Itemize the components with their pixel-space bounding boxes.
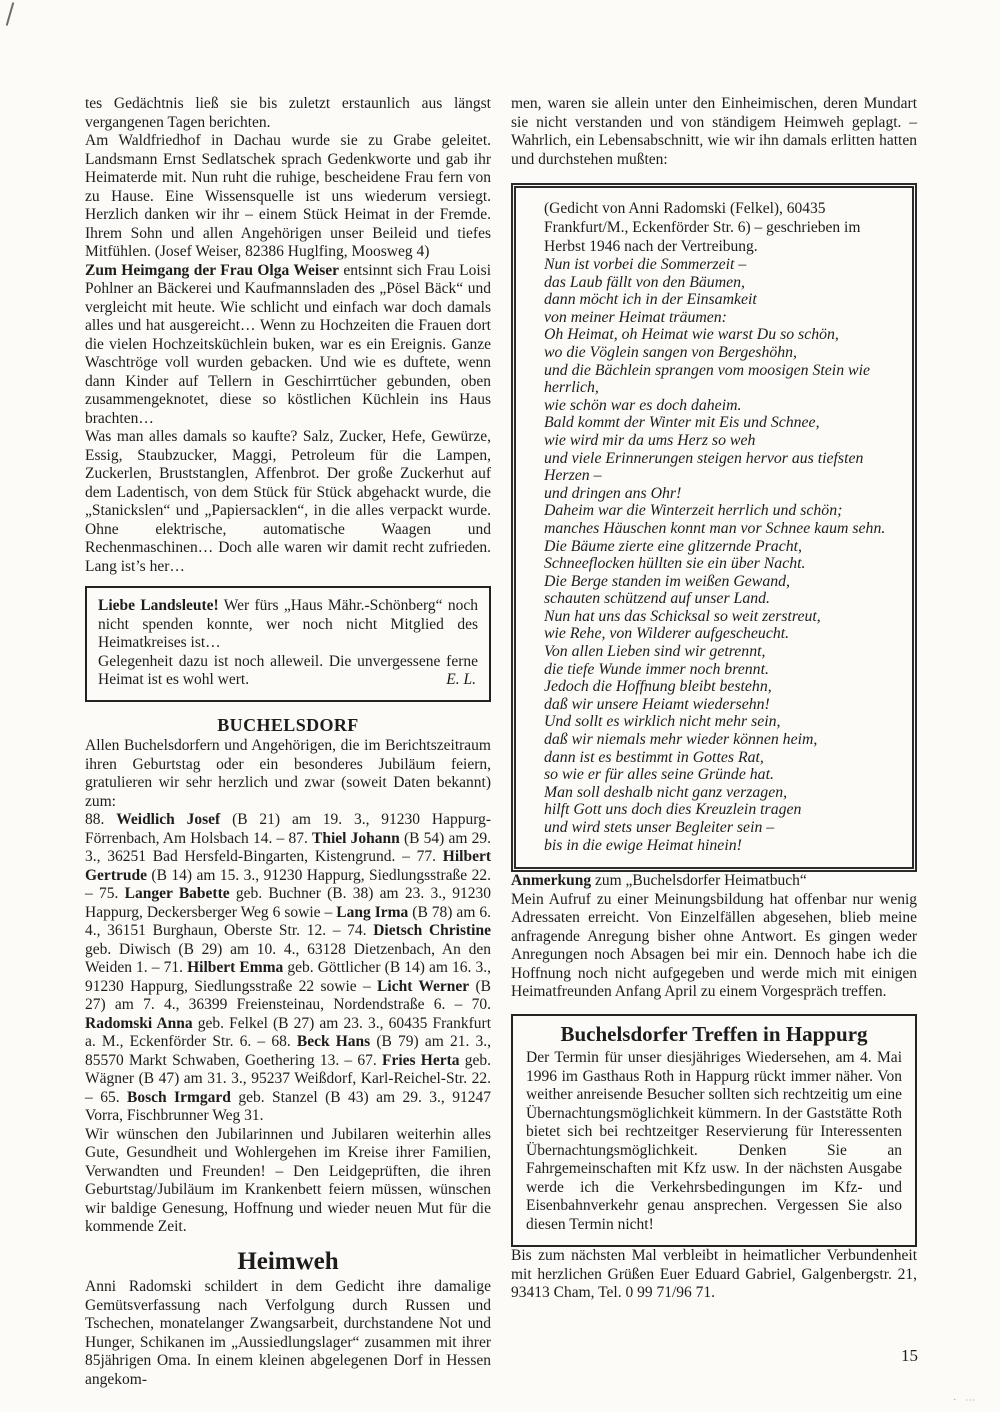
notice-text-lead: Liebe Landsleute! Wer fürs „Haus Mähr.-Schönberg“ noch nicht spenden konnte, wer noch nicht Mitglied des Heimatkreises ist… xyxy=(98,597,478,651)
poem-attribution: (Gedicht von Anni Radomski (Felkel), 60435 Frankfurt/M., Eckenförder Str. 6) – geschrieben im Herbst 1946 nach der Vertreibung. xyxy=(544,200,861,255)
paragraph-olga-weiser-heimgang: Zum Heimgang der Frau Olga Weiser entsinnt sich Frau Loisi Pohlner an Bäckerei und Kaufmannsladen des „Pösel Bäck“ und vergleicht mit heute. Wie schlicht und einfach war doch damals alles und hat ausgereicht… Wenn zu Hochzeiten die Frauen dort die vielen Hochzeitsküchlein buken, war es ein Ereignis. Ganze Waschtröge voll wurden gebacken. Und wie es duftete, wenn dann Kinder auf Tellern in Geschirrtücher gebunden, oben zusammengeknotet, diese so köstlichen Küchlein ins Haus brachten… xyxy=(85,261,492,427)
paragraph-birthday-wishes: Wir wünschen den Jubilarinnen und Jubilaren weiterhin alles Gute, Gesundheit und Wohlergehen im Kreise ihrer Familien, Verwandten und Freunden! – Den Leidgeprüften, die ihren Geburtstag/Jubiläum im Krankenbett feiern müssen, wünschen wir baldige Genesung, Hoffnung und wieder neuen Mut für die kommende Zeit. xyxy=(85,1125,491,1235)
paragraph-heimweh-continuation: men, waren sie allein unter den Einheimischen, deren Mundart sie nicht verstanden und von ständigem Heimweh geplagt. – Wahrlich, ein Lebensabschnitt, wie wir ihn damals erlitten hatten und durchstehen mußten: xyxy=(511,95,917,168)
paragraph-farewell: Bis zum nächsten Mal verbleibt in heimatlicher Verbundenheit mit herzlichen Grüßen Euer Eduard Gabriel, Galgenbergstr. 21, 93413 Cham, Tel. 0 99 71/96 71. xyxy=(511,1247,917,1302)
paragraph-memory-continuation: tes Gedächtnis ließ sie bis zuletzt erstaunlich aus längst vergangenen Tagen berichten. xyxy=(85,95,491,131)
poem-stanza-7: Und sollt es wirklich nicht mehr sein, daß wir niemals mehr wieder können heim, dann ist es bestimmt in Gottes Rat, so wie er für alles seine Gründe hat. xyxy=(544,713,818,784)
treffen-body: Der Termin für unser diesjähriges Wiedersehen, am 4. Mai 1996 im Gasthaus Roth in Happurg rückt immer näher. Von weither anreisende Besucher sollten sich rechtzeitig um eine Übernachtungsmöglichkeit kümmern. In der Gaststätte Roth bietet sich bei rechtzeitger Reservierung für Interessenten Übernachtungsmöglichkeit. Denken Sie an Fahrgemeinschaften mit Kfz usw. In der nächsten Ausgabe werde ich die Verkehrsbedingungen im Kfz- und Eisenbahnverkehr genau ansprechen. Vergessen Sie also diesen Termin nicht! xyxy=(526,1049,902,1233)
anmerkung-body: Mein Aufruf zu einer Meinungsbildung hat offenbar nur wenig Adressaten erreicht. Von Einzelfällen abgesehen, blieb meine anfragende Anregung bisher ohne Antwort. Es gingen weder Anregungen noch Absagen bei mir ein. Dennoch habe ich die Hoffnung noch nicht aufgegeben und werde mich mit einigen Heimatfreunden Anfang April zu einem Vorgespräch treffen. xyxy=(511,890,917,1001)
treffen-announcement-box xyxy=(511,1014,917,1248)
section-heading-buchelsdorf: BUCHELSDORF xyxy=(217,714,359,735)
poem-stanza-2: Oh Heimat, oh Heimat wie warst Du so schön, wo die Vöglein sangen von Bergeshöhn, und die Bächlein sprangen vom moosigen Stein wie herrlich, wie schön war es doch daheim. xyxy=(544,326,870,414)
paragraph-funeral-dachau: Am Waldfriedhof in Dachau wurde sie zu Grabe geleitet. Landsmann Ernst Sedlatschek sprach Gedenkworte und gab ihr Heimaterde mit. Nun ruht die ruhige, bescheidene Frau fern von zu Hause. Eine Wissensquelle ist uns wiederum versiegt. Herzlich danken wir ihr – einem Stück Heimat in der Fremde. Ihrem Sohn und allen Angehörigen unser Beileid und tiefes Mitfühlen. (Josef Weiser, 82386 Huglfing, Moosweg 4) xyxy=(85,132,491,260)
notice-text-closing xyxy=(98,653,478,690)
donation-notice-box xyxy=(85,586,491,702)
poem-stanza-6: Von allen Lieben sind wir getrennt, die tiefe Wunde immer noch brennt. Jedoch die Hoffnung bleibt bestehn, daß wir unsere Heiamt wiedersehn! xyxy=(544,643,772,713)
poem-stanza-8: Man soll deshalb nicht ganz verzagen, hilft Gott uns doch dies Kreuzlein tragen und wird stets unser Begleiter sein – bis in die ewige Heimat hinein! xyxy=(544,783,802,854)
page-number: 15 xyxy=(901,1346,918,1365)
paragraph-birthday-intro: Allen Buchelsdorfern und Angehörigen, die im Berichtszeitraum ihren Geburtstag oder ein besonderes Jubiläum feiern, gratulieren wir sehr herzlich und zwar (soweit Daten bekannt) zum: xyxy=(85,737,491,810)
notice-closing-sentence: Gelegenheit dazu ist noch alleweil. Die unvergessene ferne Heimat ist es wohl wert. xyxy=(98,652,478,688)
scan-artifact-specks: · ⋯ xyxy=(953,1395,978,1406)
right-column xyxy=(511,95,917,1303)
treffen-heading: Buchelsdorfer Treffen in Happurg xyxy=(560,1021,868,1046)
paragraph-old-store-goods: Was man alles damals so kaufte? Salz, Zucker, Hefe, Gewürze, Essig, Staubzucker, Maggi, Petroleum für die Lampen, Zuckerlen, Bruststanglen, Affenbrot. Der große Zuckerhut auf dem Ladentisch, von dem Stück für Stück abgehackt wurde, die „Stanickslen“ und „Papiersacklen“, in die alles verpackt wurde. Ohne elektrische, automatische Waagen und Rechenmaschinen… Doch alle waren wir damit recht zufrieden. Lang ist’s her… xyxy=(85,428,491,575)
left-column xyxy=(85,95,491,1389)
poem-stanza-3: Bald kommt der Winter mit Eis und Schnee, wie wird mir da ums Herz so weh und viele Erinnerungen steigen hervor aus tiefsten Herzen – und dringen ans Ohr! xyxy=(544,414,864,502)
poem-box xyxy=(511,183,917,872)
paragraph-birthday-list: 88. Weidlich Josef (B 21) am 19. 3., 91230 Happurg-Förrenbach, Am Holsbach 14. – 87. Thiel Johann (B 54) am 29. 3., 36251 Bad Hersfeld-Bingarten, Kistengrund. – 77. Hilbert Gertrude (B 14) am 15. 3., 91230 Happurg, Siedlungsstraße 22. – 75. Langer Babette geb. Buchner (B. 38) am 23. 3., 91230 Happurg, Deckersberger Weg 6 sowie – Lang Irma (B 78) am 6. 4., 36151 Burghaun, Oberste Str. 12. – 74. Dietsch Christine geb. Diwisch (B 29) am 10. 4., 63128 Dietzenbach, An den Weiden 1. – 71. Hilbert Emma geb. Göttlicher (B 14) am 16. 3., 91230 Happurg, Siedlungsstraße 22 sowie – Licht Werner (B 27) am 7. 4., 36399 Freiensteinau, Nordendstraße 6. – 70. Radomski Anna geb. Felkel (B 27) am 23. 3., 60435 Frankfurt a. M., Eckenförder Str. 6. – 68. Beck Hans (B 79) am 21. 3., 85570 Markt Schwaben, Goethering 13. – 67. Fries Herta geb. Wägner (B 47) am 31. 3., 95237 Weißdorf, Karl-Reichel-Str. 22. – 65. Bosch Irmgard geb. Stanzel (B 43) am 29. 3., 91247 Vorra, Fischbrunner Weg 31. xyxy=(85,811,492,1124)
paragraph-heimweh-intro: Anni Radomski schildert in dem Gedicht ihre damalige Gemütsverfassung nach Verfolgung durch Russen und Tschechen, monatelanger Zwangsarbeit, durchstandene Not und Hunger, Schikanen im „Aussiedlungslager“ zusammen mit ihrer 85jährigen Oma. In einem kleinen abgelegenen Dorf in Hessen angekom- xyxy=(85,1278,491,1388)
anmerkung-heading: Anmerkung zum „Buchelsdorfer Heimatbuch“ xyxy=(511,872,807,890)
poem-stanza-4: Daheim war die Winterzeit herrlich und schön; manches Häuschen konnt man vor Schnee kaum sehn. Die Bäume zierte eine glitzernde Pracht, Schneeflocken hüllten sie ein über Nacht. xyxy=(544,502,886,573)
article-heading-heimweh: Heimweh xyxy=(237,1247,339,1275)
poem-stanza-1: Nun ist vorbei die Sommerzeit – das Laub fällt von den Bäumen, dann möcht ich in der Einsamkeit von meiner Heimat träumen: xyxy=(544,256,757,326)
notice-signature: E. L. xyxy=(446,671,476,688)
poem-stanza-5: Die Berge standen im weißen Gewand, schauten schützend auf unser Land. Nun hat uns das Schicksal so weit zerstreut, wie Rehe, von Wilderer aufgescheucht. xyxy=(544,572,821,643)
scan-artifact-corner xyxy=(6,2,15,26)
